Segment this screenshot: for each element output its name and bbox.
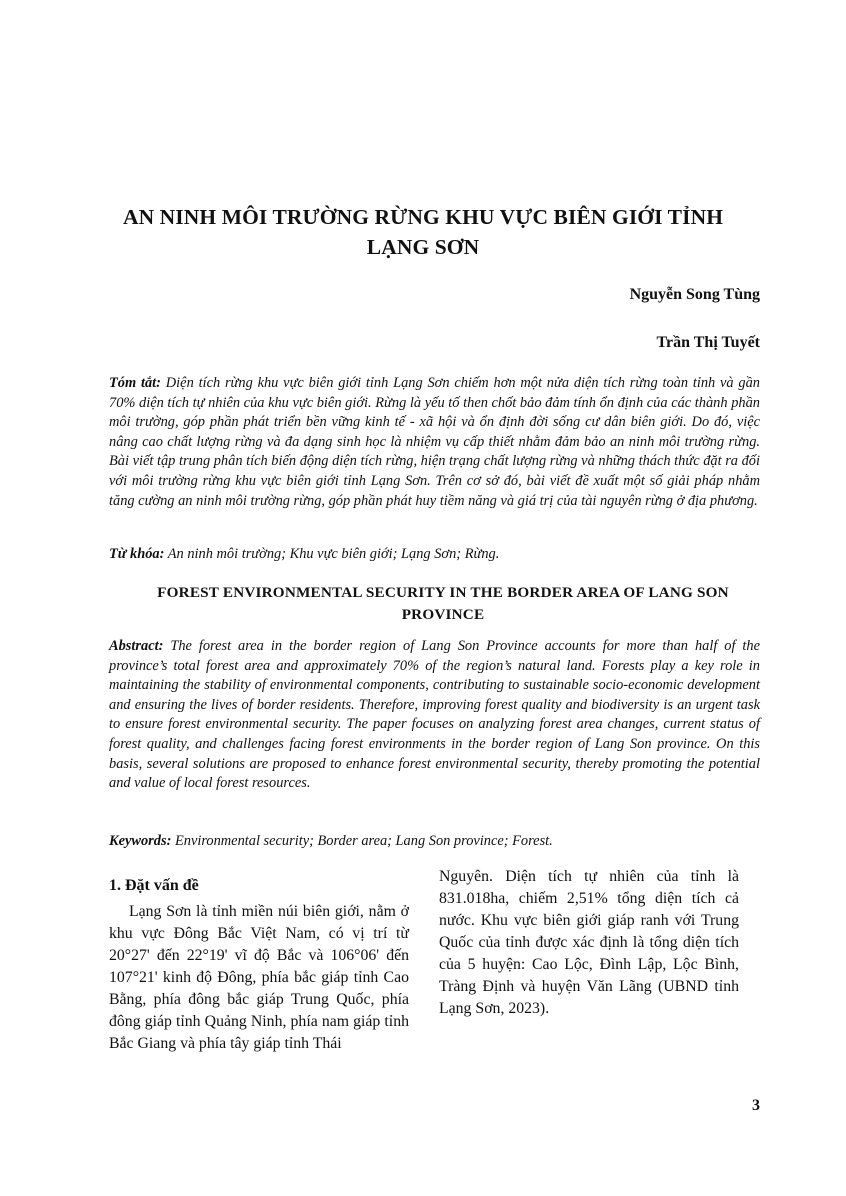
vi-abstract-text: Diện tích rừng khu vực biên giới tỉnh Lạng Sơn chiếm hơn một nửa diện tích rừng toàn tỉnh và gần 70% diện tích tự nhiên của khu vực biên giới. Rừng là yếu tố then chốt bảo đảm tính ổn định của các thành phần môi trường, góp phần phát triển bền vững kinh tế - xã hội và ổn định đời sống cư dân biên giới. Do đó, việc nâng cao chất lượng rừng và đa dạng sinh học là nhiệm vụ cấp thiết nhằm đảm bảo an ninh môi trường rừng. Bài viết tập trung phân tích biến động diện tích rừng, hiện trạng chất lượng rừng và những thách thức đặt ra đối với môi trường rừng khu vực biên giới tỉnh Lạng Sơn. Trên cơ sở đó, bài viết đề xuất một số giải pháp nhằm tăng cường an ninh môi trường rừng, góp phần phát huy tiềm năng và giá trị của tài nguyên rừng ở địa phương. <box>109 375 760 509</box>
english-abstract <box>109 637 760 794</box>
paper-title <box>95 202 751 262</box>
author-2: Trần Thị Tuyết <box>656 334 760 351</box>
en-abstract-text: The forest area in the border region of Lang Son Province accounts for more than half of the province’s total forest area and approximately 70% of the region’s natural land. Forests play a key role in maintaining the stability of environmental components, contributing to sustainable socio-economic development and ensuring the lives of border residents. Therefore, improving forest quality and biodiversity is an urgent task to ensure forest environmental security. The paper focuses on analyzing forest area changes, current status of forest quality, and challenges facing forest environments in the border region of Lang Son province. On this basis, several solutions are proposed to enhance forest environmental security, thereby promoting the potential and value of local forest resources. <box>109 638 760 792</box>
vi-keywords-label: Từ khóa: <box>109 546 165 562</box>
section-heading: 1. Đặt vấn đề <box>109 877 199 894</box>
author-1: Nguyễn Song Tùng <box>629 286 760 303</box>
vi-abstract-label: Tóm tắt: <box>109 375 161 391</box>
section-paragraph-right: Nguyên. Diện tích tự nhiên của tỉnh là 831.018ha, chiếm 2,51% tổng diện tích cả nước. Khu vực biên giới giáp ranh với Trung Quốc của tỉnh được xác định là tổng diện tích của 5 huyện: Cao Lộc, Đình Lập, Lộc Bình, Tràng Định và huyện Văn Lãng (UBND tỉnh Lạng Sơn, 2023). <box>439 868 739 1017</box>
left-column <box>109 875 409 1055</box>
vietnamese-abstract <box>109 374 760 511</box>
en-keywords-text: Environmental security; Border area; Lang Son province; Forest. <box>171 833 553 849</box>
vi-keywords-text: An ninh môi trường; Khu vực biên giới; Lạng Sơn; Rừng. <box>164 546 500 562</box>
english-title <box>110 582 776 626</box>
section-paragraph-left: Lạng Sơn là tỉnh miền núi biên giới, nằm ở khu vực Đông Bắc Việt Nam, có vị trí từ 20°27' đến 22°19' vĩ độ Bắc và 106°06' đến 107°21' kinh độ Đông, phía bắc giáp tỉnh Cao Bằng, phía đông bắc giáp Trung Quốc, phía đông giáp tỉnh Quảng Ninh, phía nam giáp tỉnh Bắc Giang và phía tây giáp tỉnh Thái <box>109 903 409 1052</box>
en-title-line-1: FOREST ENVIRONMENTAL SECURITY IN THE BORDER AREA OF LANG SON <box>157 584 729 601</box>
right-column <box>439 866 739 1020</box>
en-title-line-2: PROVINCE <box>401 606 485 623</box>
title-line-2: LẠNG SƠN <box>366 235 480 259</box>
page-number: 3 <box>752 1097 760 1114</box>
en-keywords-label: Keywords: <box>109 833 172 849</box>
en-abstract-label: Abstract: <box>109 638 164 654</box>
vietnamese-keywords <box>109 545 760 565</box>
title-line-1: AN NINH MÔI TRƯỜNG RỪNG KHU VỰC BIÊN GIỚI TỈNH <box>122 205 724 229</box>
english-keywords <box>109 832 760 852</box>
